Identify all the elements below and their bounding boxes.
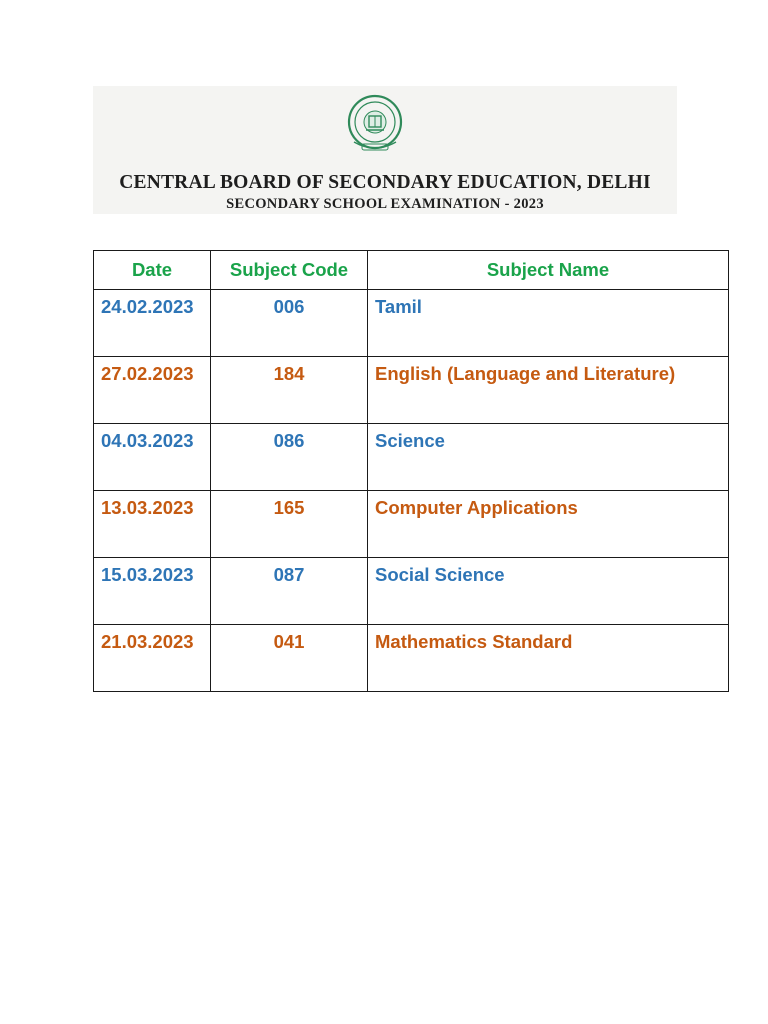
exam-schedule-table bbox=[93, 250, 729, 692]
subject-name-cell: Science bbox=[368, 424, 729, 491]
subject-name-cell: English (Language and Literature) bbox=[368, 357, 729, 424]
table-row bbox=[94, 491, 729, 558]
column-header-subject-name: Subject Name bbox=[368, 251, 729, 290]
cbse-logo-icon bbox=[340, 92, 410, 156]
date-cell: 24.02.2023 bbox=[94, 290, 211, 357]
subject-name-cell: Computer Applications bbox=[368, 491, 729, 558]
subject-code-cell: 041 bbox=[211, 625, 368, 692]
table-row bbox=[94, 357, 729, 424]
date-cell: 04.03.2023 bbox=[94, 424, 211, 491]
table-row bbox=[94, 558, 729, 625]
table-row bbox=[94, 424, 729, 491]
subject-name-cell: Tamil bbox=[368, 290, 729, 357]
table-header-row bbox=[94, 251, 729, 290]
subject-name-cell: Social Science bbox=[368, 558, 729, 625]
column-header-date: Date bbox=[94, 251, 211, 290]
subject-code-cell: 006 bbox=[211, 290, 368, 357]
subject-code-cell: 086 bbox=[211, 424, 368, 491]
subject-code-cell: 184 bbox=[211, 357, 368, 424]
subject-code-cell: 087 bbox=[211, 558, 368, 625]
table-row bbox=[94, 625, 729, 692]
table-row bbox=[94, 290, 729, 357]
date-cell: 13.03.2023 bbox=[94, 491, 211, 558]
board-title: CENTRAL BOARD OF SECONDARY EDUCATION, DELHI bbox=[119, 172, 651, 193]
date-cell: 27.02.2023 bbox=[94, 357, 211, 424]
exam-title: SECONDARY SCHOOL EXAMINATION - 2023 bbox=[226, 196, 544, 212]
subject-name-cell: Mathematics Standard bbox=[368, 625, 729, 692]
date-cell: 15.03.2023 bbox=[94, 558, 211, 625]
date-cell: 21.03.2023 bbox=[94, 625, 211, 692]
subject-code-cell: 165 bbox=[211, 491, 368, 558]
column-header-subject-code: Subject Code bbox=[211, 251, 368, 290]
